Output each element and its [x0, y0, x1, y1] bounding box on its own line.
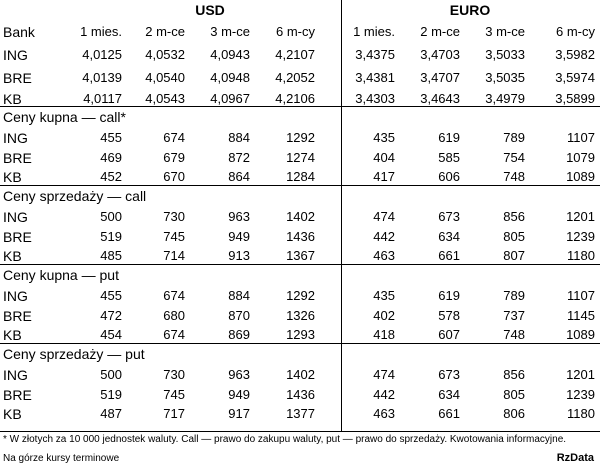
bank-name: ING — [3, 130, 28, 146]
value-cell: 884 — [228, 288, 250, 303]
bank-name: BRE — [3, 70, 32, 86]
value-cell: 1180 — [567, 248, 595, 263]
price-row — [0, 227, 600, 247]
bank-name: ING — [3, 47, 28, 63]
value-cell: 674 — [163, 327, 185, 342]
value-cell: 585 — [438, 149, 460, 165]
value-cell: 607 — [438, 327, 460, 342]
value-cell: 4,2107 — [275, 47, 315, 62]
period-header: 6 m-cy — [276, 24, 315, 39]
value-cell: 3,4303 — [355, 91, 395, 106]
group-title-row — [0, 107, 600, 127]
period-header-row — [0, 22, 600, 42]
bank-name: BRE — [3, 307, 32, 324]
value-cell: 634 — [438, 228, 460, 244]
group-title: Ceny kupna — put — [3, 267, 119, 283]
value-cell: 872 — [228, 149, 250, 165]
bank-name: ING — [3, 288, 28, 304]
value-cell: 745 — [163, 228, 185, 244]
value-cell: 949 — [228, 386, 250, 402]
value-cell: 3,4643 — [420, 91, 460, 106]
value-cell: 1292 — [286, 130, 315, 145]
caption: Na górze kursy terminowe — [3, 453, 120, 464]
value-cell: 519 — [100, 386, 122, 402]
table-bottom-rule — [0, 431, 600, 432]
value-cell: 730 — [163, 209, 185, 224]
value-cell: 634 — [438, 386, 460, 402]
value-cell: 3,4703 — [420, 47, 460, 62]
value-cell: 949 — [228, 228, 250, 244]
value-cell: 670 — [163, 169, 185, 184]
value-cell: 807 — [503, 248, 525, 263]
value-cell: 963 — [228, 209, 250, 224]
value-cell: 463 — [373, 406, 395, 421]
currency-header-row — [0, 0, 600, 20]
bank-name: KB — [3, 327, 22, 343]
value-cell: 1284 — [286, 169, 315, 184]
value-cell: 3,5035 — [485, 70, 525, 85]
price-row — [0, 404, 600, 424]
value-cell: 404 — [373, 149, 395, 165]
value-cell: 4,0139 — [82, 70, 122, 85]
value-cell: 1089 — [566, 169, 595, 184]
bank-name: BRE — [3, 149, 32, 166]
period-header: 1 mies. — [353, 24, 395, 39]
value-cell: 717 — [163, 406, 185, 421]
value-cell: 606 — [438, 169, 460, 184]
value-cell: 4,2106 — [275, 91, 315, 106]
value-cell: 1402 — [286, 367, 315, 382]
period-header: 2 m-ce — [420, 24, 460, 39]
usd-header: USD — [195, 2, 225, 18]
value-cell: 452 — [100, 169, 122, 184]
value-cell: 619 — [438, 130, 460, 145]
value-cell: 870 — [228, 307, 250, 323]
value-cell: 3,4979 — [485, 91, 525, 106]
value-cell: 417 — [373, 169, 395, 184]
group-title: Ceny sprzedaży — call — [3, 188, 147, 204]
footnote: * W złotych za 10 000 jednostek waluty. Call — prawo do zakupu waluty, put — prawo do sprzedaży. Kwotowania informacyjne. — [3, 434, 567, 445]
value-cell: 435 — [373, 130, 395, 145]
bank-name: KB — [3, 406, 22, 422]
euro-header: EURO — [449, 2, 491, 18]
price-row — [0, 167, 600, 187]
value-cell: 805 — [503, 228, 525, 244]
value-cell: 714 — [163, 248, 185, 263]
value-cell: 1239 — [566, 228, 595, 244]
bank-name: BRE — [3, 228, 32, 245]
value-cell: 455 — [100, 130, 122, 145]
period-header: 6 m-cy — [556, 24, 595, 39]
bank-name: ING — [3, 367, 28, 383]
value-cell: 674 — [163, 130, 185, 145]
value-cell: 673 — [438, 367, 460, 382]
value-cell: 474 — [373, 209, 395, 224]
period-header: 3 m-ce — [485, 24, 525, 39]
value-cell: 1107 — [567, 130, 595, 145]
value-cell: 402 — [373, 307, 395, 323]
value-cell: 472 — [100, 307, 122, 323]
group-title-row — [0, 186, 600, 206]
bank-name: KB — [3, 248, 22, 264]
bank-name: KB — [3, 91, 22, 107]
value-cell: 3,4381 — [355, 70, 395, 85]
bank-name: ING — [3, 209, 28, 225]
currency-divider — [341, 0, 342, 431]
value-cell: 4,0948 — [210, 70, 250, 85]
value-cell: 1293 — [286, 327, 315, 342]
value-cell: 1402 — [286, 209, 315, 224]
value-cell: 435 — [373, 288, 395, 303]
value-cell: 4,0540 — [145, 70, 185, 85]
value-cell: 485 — [100, 248, 122, 263]
value-cell: 917 — [228, 406, 250, 421]
period-header: 3 m-ce — [210, 24, 250, 39]
price-row — [0, 325, 600, 345]
value-cell: 680 — [163, 307, 185, 323]
value-cell: 463 — [373, 248, 395, 263]
value-cell: 3,5899 — [555, 91, 595, 106]
value-cell: 661 — [438, 406, 460, 421]
value-cell: 487 — [100, 406, 122, 421]
value-cell: 1292 — [286, 288, 315, 303]
value-cell: 884 — [228, 130, 250, 145]
value-cell: 442 — [373, 228, 395, 244]
value-cell: 674 — [163, 288, 185, 303]
value-cell: 745 — [163, 386, 185, 402]
value-cell: 1107 — [567, 288, 595, 303]
value-cell: 3,5974 — [555, 70, 595, 85]
value-cell: 789 — [503, 288, 525, 303]
forward-rate-row — [0, 45, 600, 65]
value-cell: 963 — [228, 367, 250, 382]
value-cell: 578 — [438, 307, 460, 323]
period-header: 2 m-ce — [145, 24, 185, 39]
price-row — [0, 246, 600, 266]
value-cell: 1180 — [567, 406, 595, 421]
value-cell: 4,0943 — [210, 47, 250, 62]
value-cell: 913 — [228, 248, 250, 263]
value-cell: 856 — [503, 209, 525, 224]
price-row — [0, 286, 600, 306]
price-row — [0, 207, 600, 227]
value-cell: 806 — [503, 406, 525, 421]
value-cell: 4,0125 — [82, 47, 122, 62]
value-cell: 856 — [503, 367, 525, 382]
price-row — [0, 385, 600, 405]
group-title-row — [0, 265, 600, 285]
value-cell: 1201 — [566, 209, 595, 224]
value-cell: 3,4375 — [355, 47, 395, 62]
value-cell: 4,0967 — [210, 91, 250, 106]
value-cell: 1079 — [566, 149, 595, 165]
forward-rate-row — [0, 68, 600, 88]
value-cell: 3,5033 — [485, 47, 525, 62]
value-cell: 3,5982 — [555, 47, 595, 62]
value-cell: 418 — [373, 327, 395, 342]
period-header: 1 mies. — [80, 24, 122, 39]
price-row — [0, 148, 600, 168]
value-cell: 1436 — [286, 228, 315, 244]
group-title-row — [0, 344, 600, 364]
value-cell: 4,0117 — [83, 91, 122, 106]
value-cell: 4,2052 — [275, 70, 315, 85]
bank-header: Bank — [3, 24, 35, 40]
group-title: Ceny kupna — call* — [3, 109, 126, 125]
source-label: RzData — [556, 452, 594, 464]
value-cell: 4,0532 — [145, 47, 185, 62]
value-cell: 1089 — [566, 327, 595, 342]
value-cell: 3,4707 — [420, 70, 460, 85]
value-cell: 805 — [503, 386, 525, 402]
price-row — [0, 128, 600, 148]
value-cell: 519 — [100, 228, 122, 244]
value-cell: 864 — [228, 169, 250, 184]
value-cell: 619 — [438, 288, 460, 303]
value-cell: 737 — [503, 307, 525, 323]
value-cell: 754 — [503, 149, 525, 165]
value-cell: 1326 — [286, 307, 315, 323]
value-cell: 1377 — [286, 406, 315, 421]
value-cell: 469 — [100, 149, 122, 165]
value-cell: 748 — [503, 169, 525, 184]
value-cell: 1274 — [286, 149, 315, 165]
value-cell: 869 — [228, 327, 250, 342]
price-row — [0, 306, 600, 326]
value-cell: 679 — [163, 149, 185, 165]
value-cell: 789 — [503, 130, 525, 145]
value-cell: 454 — [100, 327, 122, 342]
value-cell: 4,0543 — [145, 91, 185, 106]
value-cell: 455 — [100, 288, 122, 303]
value-cell: 1367 — [286, 248, 315, 263]
bank-name: BRE — [3, 386, 32, 403]
group-title: Ceny sprzedaży — put — [3, 346, 145, 362]
value-cell: 1436 — [286, 386, 315, 402]
value-cell: 661 — [438, 248, 460, 263]
value-cell: 1239 — [566, 386, 595, 402]
bank-name: KB — [3, 169, 22, 185]
value-cell: 673 — [438, 209, 460, 224]
value-cell: 500 — [100, 367, 122, 382]
price-row — [0, 365, 600, 385]
value-cell: 500 — [100, 209, 122, 224]
value-cell: 474 — [373, 367, 395, 382]
value-cell: 1145 — [567, 307, 595, 323]
value-cell: 748 — [503, 327, 525, 342]
value-cell: 730 — [163, 367, 185, 382]
value-cell: 1201 — [566, 367, 595, 382]
value-cell: 442 — [373, 386, 395, 402]
